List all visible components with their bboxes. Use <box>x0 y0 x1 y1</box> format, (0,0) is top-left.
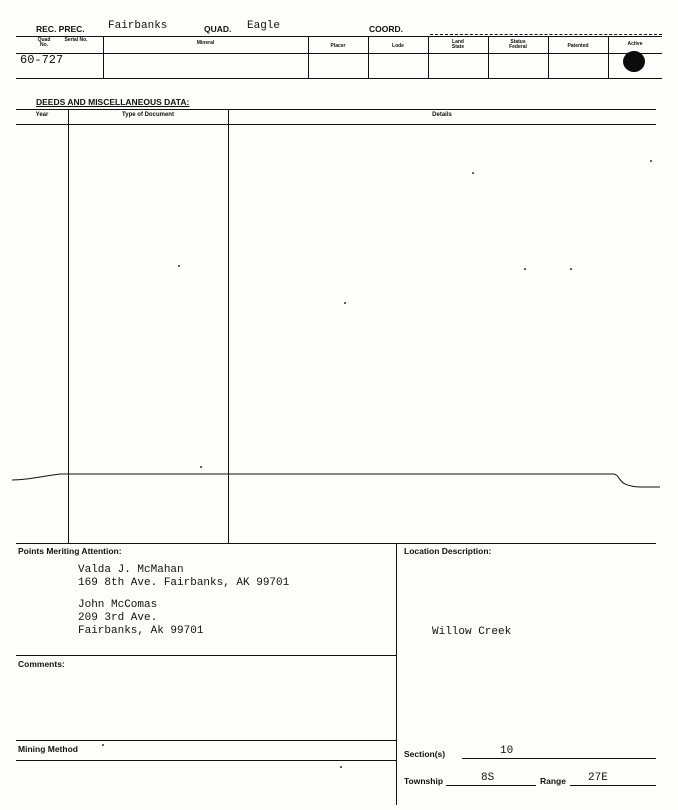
deeds-heading: DEEDS AND MISCELLANEOUS DATA: <box>36 97 190 107</box>
col-land-state: Land State <box>451 39 465 50</box>
section-label: Section(s) <box>404 749 446 759</box>
comments-label: Comments: <box>18 659 65 669</box>
col-type-of-document: Type of Document <box>122 112 174 118</box>
comments-rule <box>16 655 396 656</box>
range-value: 27E <box>588 772 608 784</box>
contact2-street: 209 3rd Ave. <box>78 612 158 624</box>
coord-label: COORD. <box>369 24 403 34</box>
contact2-city: Fairbanks, Ak 99701 <box>78 625 204 637</box>
points-label: Points Meriting Attention: <box>18 546 122 556</box>
col-mineral: Mineral <box>196 40 215 46</box>
active-filled-circle <box>623 51 645 72</box>
location-value: Willow Creek <box>432 626 512 638</box>
bottom-top-rule <box>16 543 656 544</box>
col-lode: Lode <box>392 43 404 49</box>
fold-line <box>0 462 678 492</box>
contact1-address: 169 8th Ave. Fairbanks, AK 99701 <box>78 577 290 589</box>
rec-prec-label: REC. PREC. <box>36 24 85 34</box>
range-line <box>570 785 656 786</box>
deeds-header-rule <box>16 124 656 125</box>
rec-prec-value: Fairbanks <box>108 20 168 32</box>
col-quad-no: Quad No. <box>37 37 51 48</box>
quad-value: Eagle <box>247 20 281 32</box>
township-line <box>446 785 536 786</box>
coord-line <box>430 34 662 35</box>
quad-label: QUAD. <box>204 24 232 34</box>
col-status-federal: Status Federal <box>509 39 527 50</box>
section-line <box>462 758 656 759</box>
col-placer: Placer <box>330 43 346 49</box>
col-details: Details <box>432 112 452 118</box>
quad-serial-value: 60-727 <box>20 53 64 67</box>
section-value: 10 <box>500 745 514 757</box>
township-value: 8S <box>481 772 495 784</box>
range-label: Range <box>540 776 566 786</box>
township-label: Township <box>404 776 444 786</box>
col-active: Active <box>627 41 643 47</box>
mining-rule <box>16 740 396 741</box>
contact1-name: Valda J. McMahan <box>78 564 184 576</box>
mining-method-label: Mining Method <box>18 744 78 754</box>
col-patented: Patented <box>567 43 589 49</box>
col-serial-no: Serial No. <box>64 37 88 43</box>
deeds-top-rule <box>16 109 656 110</box>
col-year: Year <box>35 112 49 118</box>
mining-value-rule <box>16 760 396 761</box>
location-label: Location Description: <box>404 546 492 556</box>
contact2-name: John McComas <box>78 599 158 611</box>
bottom-center-divider <box>396 543 397 805</box>
